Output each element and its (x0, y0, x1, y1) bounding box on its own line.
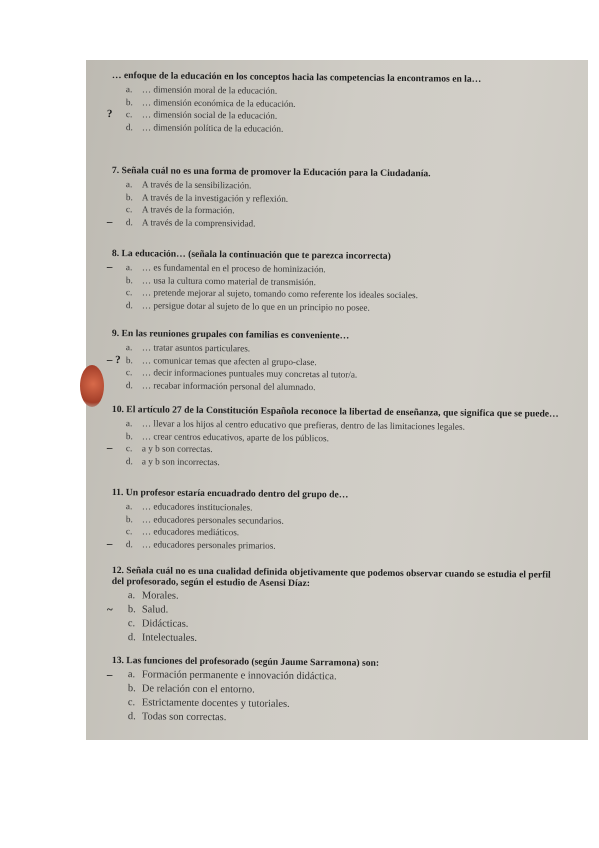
handwritten-mark: ~ (106, 603, 113, 617)
option-letter: c. (127, 618, 136, 630)
option-letter: d. (125, 455, 133, 466)
option-letter: c. (125, 367, 133, 378)
question-block (106, 248, 562, 313)
option-letter: b. (127, 604, 136, 616)
option-text: … usa la cultura como material de transmisión. (141, 274, 316, 287)
handwritten-mark: – (106, 215, 113, 228)
option-text: … educadores personales primarios. (141, 539, 276, 551)
option-letter: d. (125, 216, 133, 227)
option-text: … tratar asuntos particulares. (141, 342, 251, 354)
option-letter: b. (125, 274, 133, 285)
option-text: … decir informaciones puntuales muy concretas al tutor/a. (141, 367, 358, 380)
question-title: 9. En las reuniones grupales con familias es conveniente… (111, 328, 350, 342)
question-title: 8. La educación… (señala la continuación que te parezca incorrecta) (111, 248, 391, 262)
option-letter: a. (125, 84, 133, 95)
option-letter: a. (125, 179, 133, 190)
question-title: 7. Señala cuál no es una forma de promover la Educación para la Ciudadanía. (111, 165, 431, 180)
option-letter: c. (125, 287, 133, 298)
option-letter: b. (125, 513, 133, 524)
option-letter: b. (127, 683, 136, 695)
handwritten-mark: – (106, 668, 113, 682)
option-text: … dimensión moral de la educación. (141, 84, 278, 96)
option-text: Morales. (141, 590, 179, 602)
question-block (106, 404, 562, 467)
question-title: 13. Las funciones del profesorado (según Jaume Sarramona) son: (111, 655, 380, 669)
question-title: 10. El artículo 27 de la Constitución Española reconoce la libertad de enseñanza, que significa que se puede… (111, 404, 559, 420)
option-text: … educadores institucionales. (141, 501, 253, 513)
option-text: … persigue dotar al sujeto de lo que en un principio no posee. (141, 300, 370, 313)
option-text: Formación permanente e innovación didáctica. (141, 669, 337, 683)
option-letter: b. (125, 354, 133, 365)
question-block (106, 487, 562, 551)
option-text: … dimensión económica de la educación. (141, 96, 296, 109)
handwritten-mark: – (106, 260, 113, 274)
option-text: … dimensión social de la educación. (141, 109, 278, 121)
option-letter: b. (125, 191, 133, 202)
question-block (106, 165, 562, 229)
handwritten-mark: – (106, 537, 113, 550)
option-text: … crear centros educativos, aparte de los públicos. (141, 430, 329, 443)
option-letter: a. (125, 501, 133, 512)
option-text: A través de la investigación y reflexión. (141, 191, 289, 204)
option-text: … dimensión política de la educación. (141, 122, 284, 134)
option-letter: d. (127, 632, 136, 644)
option-letter: d. (127, 711, 136, 723)
option-letter: a. (125, 418, 133, 429)
option-text: Todas son correctas. (141, 711, 227, 724)
option-text: A través de la formación. (141, 204, 235, 216)
finger-smudge (80, 365, 104, 407)
option-text: Intelectuales. (141, 632, 198, 644)
option-text: Estrictamente docentes y tutoriales. (141, 697, 290, 710)
option-letter: c. (125, 204, 133, 215)
option-text: … recabar información personal del alumnado. (141, 380, 316, 392)
option-text: … comunicar temas que afecten al grupo-clase. (141, 354, 317, 367)
option-letter: c. (127, 697, 136, 709)
option-text: … educadores mediáticos. (141, 526, 240, 538)
option-letter: d. (125, 379, 133, 390)
question-block (106, 70, 562, 134)
option-letter: d. (125, 538, 133, 549)
option-text: … educadores personales secundarios. (141, 513, 284, 526)
option-text: De relación con el entorno. (141, 683, 255, 696)
option-letter: a. (127, 669, 136, 681)
option-text: … llevar a los hijos al centro educativo que prefieras, dentro de las limitaciones legales. (141, 418, 465, 432)
option-letter: c. (125, 109, 133, 120)
option-text: a y b son correctas. (141, 443, 213, 455)
option-text: A través de la sensibilización. (141, 179, 252, 191)
question-block (106, 328, 562, 392)
question-block (106, 565, 562, 645)
option-letter: b. (125, 96, 133, 107)
option-text: … pretende mejorar al sujeto, tomando como referente los ideales sociales. (141, 287, 419, 301)
question-title: 11. Un profesor estaría encuadrado dentro del grupo de… (111, 487, 349, 501)
option-text: Didácticas. (141, 618, 189, 630)
handwritten-mark: – ? (106, 353, 121, 366)
option-text: … es fundamental en el proceso de hominización. (141, 262, 326, 275)
option-letter: d. (125, 299, 133, 310)
handwritten-mark: ? (106, 108, 113, 121)
option-letter: a. (127, 590, 136, 602)
question-block (106, 655, 562, 724)
handwritten-mark: – (106, 442, 113, 455)
option-letter: c. (125, 443, 133, 454)
option-letter: d. (125, 121, 133, 132)
option-text: A través de la comprensividad. (141, 217, 256, 229)
option-letter: a. (125, 342, 133, 353)
option-text: Salud. (141, 604, 169, 616)
question-title: 12. Señala cuál no es una cualidad definida objetivamente que podemos observar cuando se estudia el perfil del profesorado, según el estudio de Asensi Díaz: (111, 565, 551, 590)
option-text: a y b son incorrectas. (141, 456, 220, 467)
question-title: … enfoque de la educación en los conceptos hacia las competencias la encontramos en la… (111, 70, 482, 85)
option-letter: c. (125, 526, 133, 537)
option-letter: b. (125, 430, 133, 441)
option-letter: a. (125, 262, 133, 273)
